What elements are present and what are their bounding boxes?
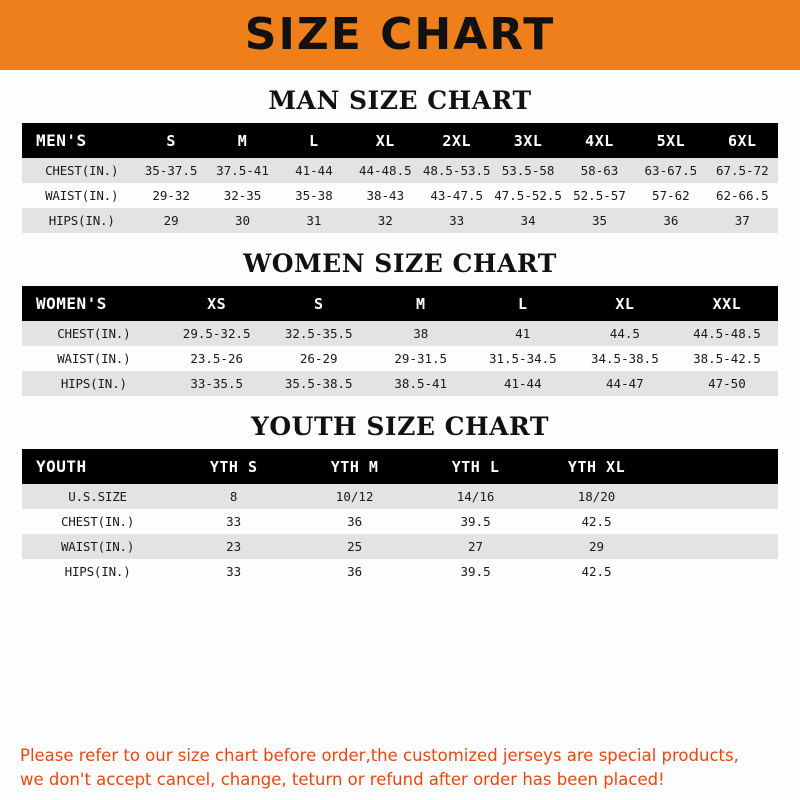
column-header-size: XL	[574, 286, 676, 321]
table-cell: 35-38	[278, 183, 349, 208]
table-row	[22, 158, 778, 183]
section-youth-size-chart	[22, 412, 778, 584]
row-label: HIPS(IN.)	[22, 208, 135, 233]
table-cell: 39.5	[415, 509, 536, 534]
table-row	[22, 321, 778, 346]
table-cell: 14/16	[415, 484, 536, 509]
table-cell: 29-32	[135, 183, 206, 208]
table-cell	[657, 534, 778, 559]
table-cell: 8	[173, 484, 294, 509]
table-cell: 41-44	[472, 371, 574, 396]
table-cell: 23	[173, 534, 294, 559]
section-man-size-chart	[22, 86, 778, 233]
table-row	[22, 208, 778, 233]
table-cell: 35-37.5	[135, 158, 206, 183]
table-cell: 52.5-57	[564, 183, 635, 208]
table-row	[22, 509, 778, 534]
table-cell: 63-67.5	[635, 158, 706, 183]
column-header-size: M	[370, 286, 472, 321]
footer-line-2: we don't accept cancel, change, teturn or refund after order has been placed!	[20, 770, 665, 790]
table-cell: 29-31.5	[370, 346, 472, 371]
row-label: CHEST(IN.)	[22, 321, 166, 346]
table-cell: 36	[294, 509, 415, 534]
footer-disclaimer	[0, 740, 800, 800]
table-cell: 30	[207, 208, 278, 233]
column-header-category: MEN'S	[22, 123, 135, 158]
column-header-size: YTH L	[415, 449, 536, 484]
table-cell: 25	[294, 534, 415, 559]
table-cell: 39.5	[415, 559, 536, 584]
table-cell: 18/20	[536, 484, 657, 509]
column-header-size: 5XL	[635, 123, 706, 158]
page-title: SIZE CHART	[244, 9, 556, 60]
column-header-size: 6XL	[707, 123, 778, 158]
column-header-size: L	[278, 123, 349, 158]
table-cell: 27	[415, 534, 536, 559]
table-cell: 29	[536, 534, 657, 559]
table-cell: 32.5-35.5	[268, 321, 370, 346]
table-cell: 37.5-41	[207, 158, 278, 183]
table-cell: 53.5-58	[492, 158, 563, 183]
row-label: CHEST(IN.)	[22, 509, 173, 534]
table-header-row	[22, 286, 778, 321]
table-cell: 43-47.5	[421, 183, 492, 208]
column-header-size: 4XL	[564, 123, 635, 158]
column-header-category: YOUTH	[22, 449, 173, 484]
table-cell: 36	[635, 208, 706, 233]
table-row	[22, 371, 778, 396]
table-cell: 26-29	[268, 346, 370, 371]
table-cell: 38.5-42.5	[676, 346, 778, 371]
table-row	[22, 559, 778, 584]
column-header-size: XL	[350, 123, 421, 158]
table-cell: 33	[421, 208, 492, 233]
table-cell: 36	[294, 559, 415, 584]
section-women-size-chart	[22, 249, 778, 396]
table-cell	[657, 559, 778, 584]
table-cell: 29	[135, 208, 206, 233]
column-header-size: S	[135, 123, 206, 158]
table-cell: 67.5-72	[707, 158, 778, 183]
table-cell: 33-35.5	[166, 371, 268, 396]
table-cell: 29.5-32.5	[166, 321, 268, 346]
column-header-size	[657, 449, 778, 484]
table-cell: 35	[564, 208, 635, 233]
table-cell: 35.5-38.5	[268, 371, 370, 396]
table-cell: 62-66.5	[707, 183, 778, 208]
column-header-size: XXL	[676, 286, 778, 321]
table-cell: 38.5-41	[370, 371, 472, 396]
row-label: HIPS(IN.)	[22, 559, 173, 584]
column-header-size: XS	[166, 286, 268, 321]
section-title-man: MAN SIZE CHART	[268, 86, 532, 115]
table-cell: 48.5-53.5	[421, 158, 492, 183]
table-header-row	[22, 449, 778, 484]
section-title-youth: YOUTH SIZE CHART	[251, 412, 549, 441]
footer-line-1: Please refer to our size chart before order,the customized jerseys are special products,	[20, 746, 739, 766]
row-label: U.S.SIZE	[22, 484, 173, 509]
table-cell: 47.5-52.5	[492, 183, 563, 208]
column-header-size: M	[207, 123, 278, 158]
table-cell: 41	[472, 321, 574, 346]
table-cell: 34.5-38.5	[574, 346, 676, 371]
column-header-size: 2XL	[421, 123, 492, 158]
table-women-size-chart	[22, 286, 778, 396]
table-cell: 57-62	[635, 183, 706, 208]
table-cell: 47-50	[676, 371, 778, 396]
table-cell: 41-44	[278, 158, 349, 183]
table-cell: 34	[492, 208, 563, 233]
row-label: WAIST(IN.)	[22, 534, 173, 559]
table-cell: 44-48.5	[350, 158, 421, 183]
row-label: WAIST(IN.)	[22, 346, 166, 371]
table-cell: 33	[173, 509, 294, 534]
page-banner	[0, 0, 800, 70]
section-title-women: WOMEN SIZE CHART	[243, 249, 557, 278]
table-cell: 23.5-26	[166, 346, 268, 371]
table-cell: 37	[707, 208, 778, 233]
row-label: HIPS(IN.)	[22, 371, 166, 396]
table-cell	[657, 509, 778, 534]
column-header-size: S	[268, 286, 370, 321]
table-cell: 38	[370, 321, 472, 346]
table-cell: 44.5-48.5	[676, 321, 778, 346]
table-row	[22, 183, 778, 208]
column-header-size: YTH M	[294, 449, 415, 484]
table-man-size-chart	[22, 123, 778, 233]
column-header-size: 3XL	[492, 123, 563, 158]
column-header-size: YTH XL	[536, 449, 657, 484]
table-row	[22, 484, 778, 509]
table-cell: 10/12	[294, 484, 415, 509]
column-header-size: L	[472, 286, 574, 321]
table-youth-size-chart	[22, 449, 778, 584]
table-cell: 38-43	[350, 183, 421, 208]
table-cell: 31.5-34.5	[472, 346, 574, 371]
table-cell: 42.5	[536, 559, 657, 584]
table-cell: 32-35	[207, 183, 278, 208]
table-row	[22, 534, 778, 559]
table-cell: 44.5	[574, 321, 676, 346]
table-cell: 42.5	[536, 509, 657, 534]
charts-container	[0, 70, 800, 740]
table-cell: 33	[173, 559, 294, 584]
row-label: WAIST(IN.)	[22, 183, 135, 208]
table-cell: 32	[350, 208, 421, 233]
row-label: CHEST(IN.)	[22, 158, 135, 183]
table-cell	[657, 484, 778, 509]
table-cell: 44-47	[574, 371, 676, 396]
column-header-size: YTH S	[173, 449, 294, 484]
table-header-row	[22, 123, 778, 158]
table-cell: 58-63	[564, 158, 635, 183]
table-cell: 31	[278, 208, 349, 233]
column-header-category: WOMEN'S	[22, 286, 166, 321]
table-row	[22, 346, 778, 371]
